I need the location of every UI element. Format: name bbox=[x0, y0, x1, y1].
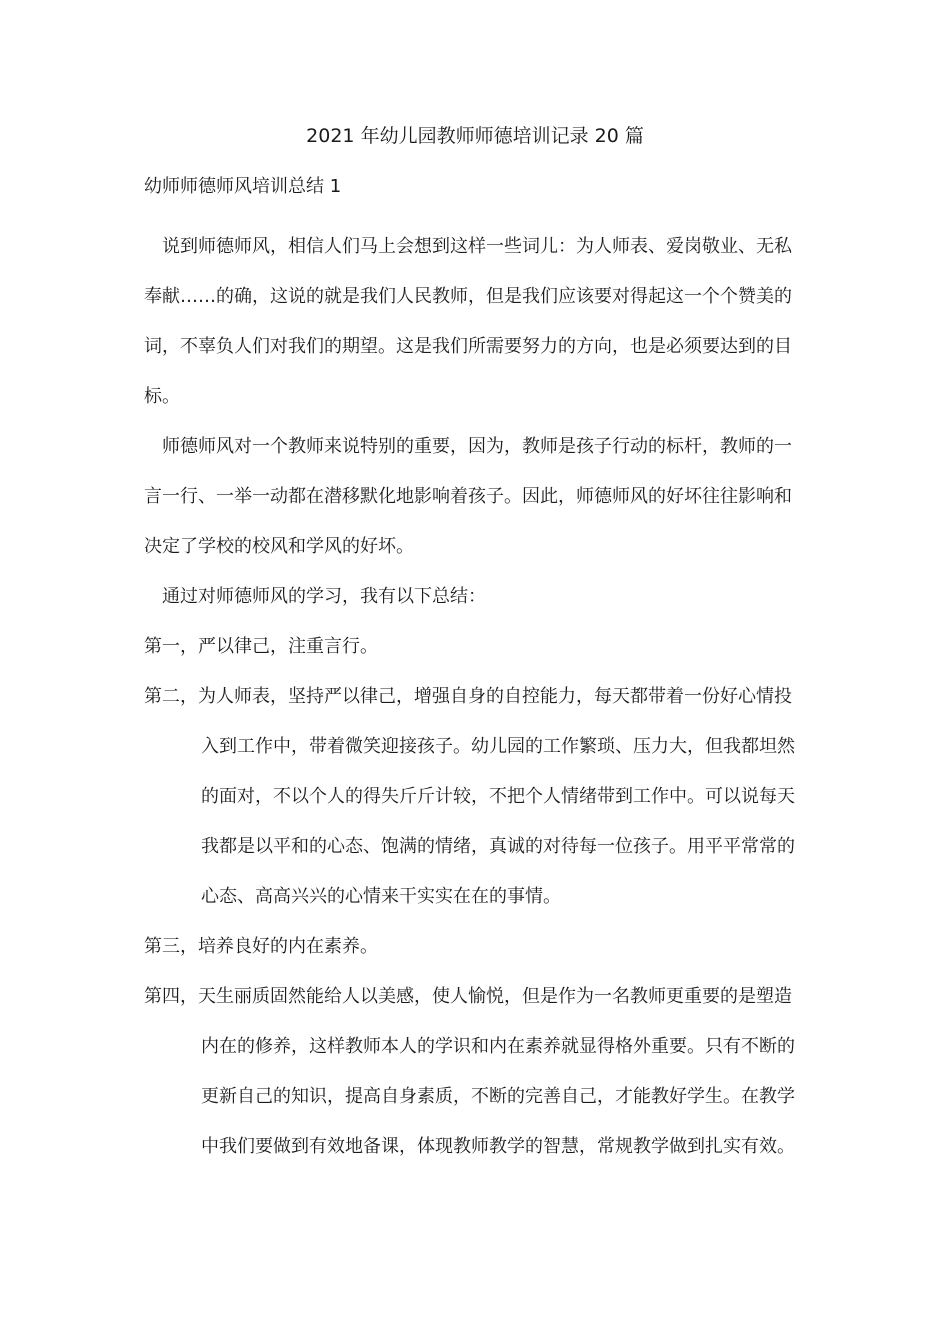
paragraph: 说到师德师风，相信人们马上会想到这样一些词儿：为人师表、爱岗敬业、无私奉献……的确，这说的就是我们人民教师，但是我们应该要对得起这一个个赞美的词，不辜负人们对我们的期望。这是我们所需要努力的方向，也是必须要达到的目标。 bbox=[144, 236, 792, 407]
document-title: 2021 年幼儿园教师师德培训记录 20 篇 bbox=[306, 125, 644, 147]
list-item: 第一，严以律己，注重言行。 bbox=[144, 636, 378, 657]
section-heading: 幼师师德师风培训总结 1 bbox=[144, 176, 342, 197]
list-item: 第三，培养良好的内在素养。 bbox=[144, 936, 378, 957]
paragraph: 师德师风对一个教师来说特别的重要，因为，教师是孩子行动的标杆，教师的一言一行、一举一动都在潜移默化地影响着孩子。因此，师德师风的好坏往往影响和决定了学校的校风和学风的好坏。 bbox=[144, 436, 792, 557]
list-item: 第四，天生丽质固然能给人以美感，使人愉悦，但是作为一名教师更重要的是塑造内在的修养，这样教师本人的学识和内在素养就显得格外重要。只有不断的更新自己的知识，提高自身素质，不断的完善自己，才能教好学生。在教学中我们要做到有效地备课，体现教师教学的智慧，常规教学做到扎实有效。 bbox=[144, 986, 795, 1157]
document-body bbox=[144, 222, 804, 1172]
list-item: 第二，为人师表，坚持严以律己，增强自身的自控能力，每天都带着一份好心情投入到工作中，带着微笑迎接孩子。幼儿园的工作繁琐、压力大，但我都坦然的面对，不以个人的得失斤斤计较，不把个人情绪带到工作中。可以说每天我都是以平和的心态、饱满的情绪，真诚的对待每一位孩子。用平平常常的心态、高高兴兴的心情来干实实在在的事情。 bbox=[144, 686, 795, 907]
paragraph: 通过对师德师风的学习，我有以下总结： bbox=[162, 586, 486, 607]
